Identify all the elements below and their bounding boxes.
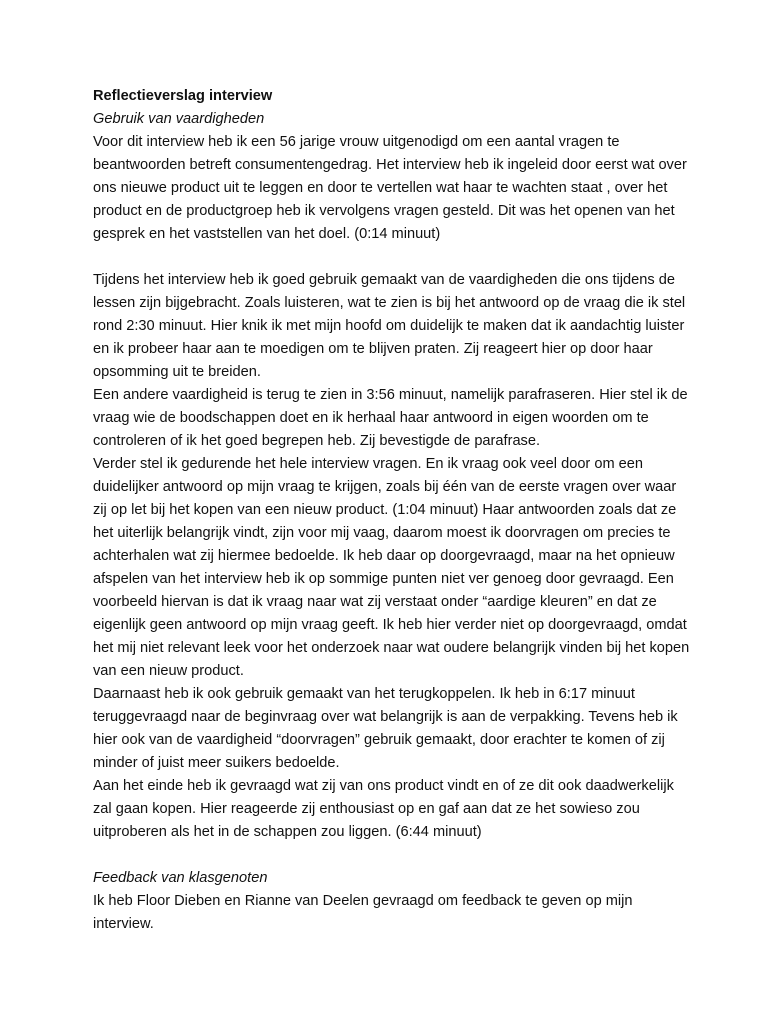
text-line: ons nieuwe product uit te leggen en door te vertellen wat haar te wachten staat , over het — [93, 180, 668, 196]
text-line: interview. — [93, 916, 154, 932]
text-line: rond 2:30 minuut. Hier knik ik met mijn hoofd om duidelijk te maken dat ik aandachtig luister — [93, 318, 685, 334]
text-line: hier ook van de vaardigheid “doorvragen” gebruik gemaakt, door erachter te komen of zij — [93, 732, 665, 748]
text-line: teruggevraagd naar de beginvraag over wat belangrijk is aan de verpakking. Tevens heb ik — [93, 709, 678, 725]
text-line: beantwoorden betreft consumentengedrag. Het interview heb ik ingeleid door eerst wat over — [93, 157, 687, 173]
text-line: Voor dit interview heb ik een 56 jarige vrouw uitgenodigd om een aantal vragen te — [93, 134, 620, 150]
text-line: vraag wie de boodschappen doet en ik herhaal haar antwoord in eigen woorden om te — [93, 410, 649, 426]
text-line: het mij niet relevant leek voor het onderzoek naar wat oudere belangrijk vinden bij het kopen — [93, 640, 690, 656]
text-line: duidelijker antwoord op mijn vraag te krijgen, zoals bij één van de eerste vragen over waar — [93, 479, 677, 495]
text-line: afspelen van het interview heb ik op sommige punten niet ver genoeg door gevraagd. Een — [93, 571, 674, 587]
paragraph-skills — [93, 269, 713, 844]
text-line: Verder stel ik gedurende het hele interview vragen. En ik vraag ook veel door om een — [93, 456, 644, 472]
text-line: eigenlijk geen antwoord op mijn vraag geeft. Ik heb hier verder niet op doorgevraagd, omdat — [93, 617, 687, 633]
text-line: achterhalen wat zij hiermee bedoelde. Ik heb daar op doorgevraagd, maar na het opnieuw — [93, 548, 675, 564]
document-title: Reflectieverslag interview — [93, 88, 273, 104]
text-line: zal gaan kopen. Hier reageerde zij enthousiast op en gaf aan dat ze het sowieso zou — [93, 801, 640, 817]
text-line: en ik probeer haar aan te moedigen om te blijven praten. Zij reageert hier op door haar — [93, 341, 653, 357]
text-line: controleren of ik het goed begrepen heb. Zij bevestigde de parafrase. — [93, 433, 541, 449]
section-heading-feedback: Feedback van klasgenoten — [93, 870, 268, 886]
text-line: minder of juist meer suikers bedoelde. — [93, 755, 340, 771]
text-line: voorbeeld hiervan is dat ik vraag naar wat zij verstaat onder “aardige kleuren” en dat ze — [93, 594, 657, 610]
paragraph-feedback — [93, 890, 713, 936]
text-line: uitproberen als het in de schappen zou liggen. (6:44 minuut) — [93, 824, 482, 840]
text-line: Tijdens het interview heb ik goed gebruik gemaakt van de vaardigheden die ons tijdens de — [93, 272, 675, 288]
text-line: het uiterlijk belangrijk vindt, zijn voor mij vaag, daarom moest ik doorvragen om precies te — [93, 525, 671, 541]
text-line: opsomming uit te breiden. — [93, 364, 261, 380]
text-line: lessen zijn bijgebracht. Zoals luisteren, wat te zien is bij het antwoord op de vraag die ik stel — [93, 295, 686, 311]
text-line: Aan het einde heb ik gevraagd wat zij van ons product vindt en of ze dit ook daadwerkelijk — [93, 778, 674, 794]
document-page — [93, 85, 713, 936]
text-line: Daarnaast heb ik ook gebruik gemaakt van het terugkoppelen. Ik heb in 6:17 minuut — [93, 686, 635, 702]
text-line: Een andere vaardigheid is terug te zien in 3:56 minuut, namelijk parafraseren. Hier stel ik de — [93, 387, 688, 403]
blank-line — [93, 246, 713, 269]
blank-line — [93, 844, 713, 867]
section-heading-vaardigheden: Gebruik van vaardigheden — [93, 111, 265, 127]
text-line: Ik heb Floor Dieben en Rianne van Deelen gevraagd om feedback te geven op mijn — [93, 893, 633, 909]
text-line: van een nieuw product. — [93, 663, 244, 679]
text-line: gesprek en het vaststellen van het doel. (0:14 minuut) — [93, 226, 441, 242]
text-line: product en de productgroep heb ik vervolgens vragen gesteld. Dit was het openen van het — [93, 203, 675, 219]
paragraph-intro — [93, 131, 713, 246]
text-line: zij op let bij het kopen van een nieuw product. (1:04 minuut) Haar antwoorden zoals dat ze — [93, 502, 677, 518]
